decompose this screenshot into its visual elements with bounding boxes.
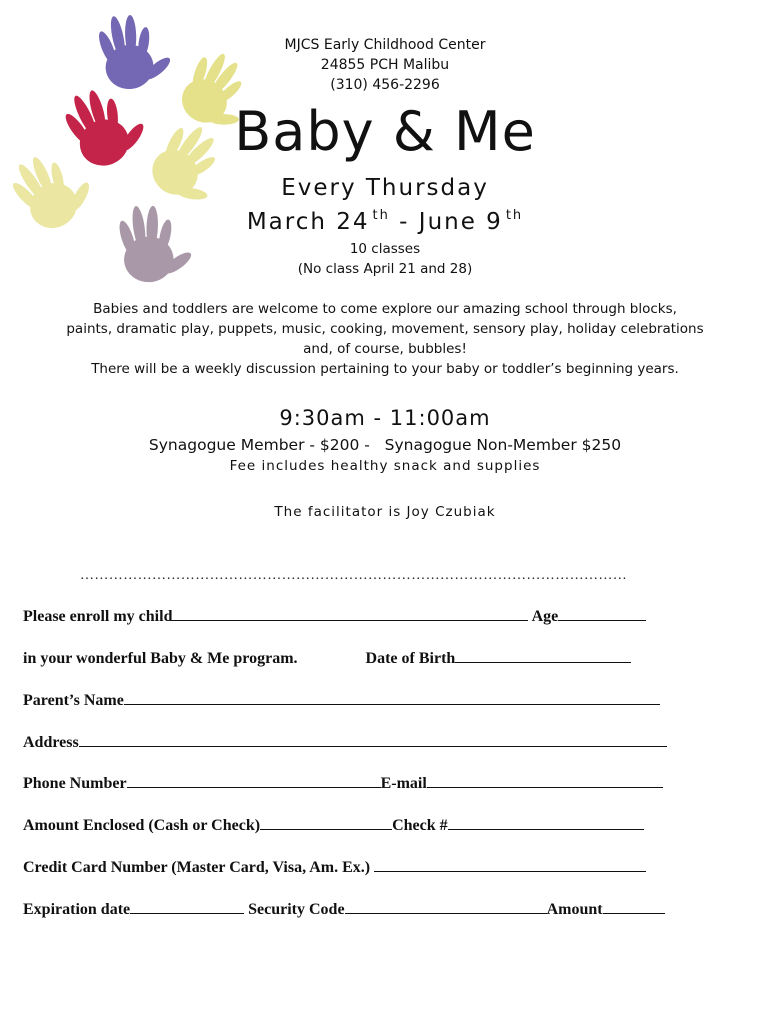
cut-line: …………………………………………………………………………………………………… (80, 568, 628, 583)
security-code-field[interactable] (345, 898, 547, 914)
facilitator-note: The facilitator is Joy Czubiak (274, 504, 496, 520)
email-label: E-mail (380, 775, 427, 792)
check-number-label: Check # (392, 817, 448, 834)
check-number-field[interactable] (448, 814, 644, 830)
class-count: 10 classes (349, 241, 421, 257)
form-row-parent (23, 689, 743, 710)
form-row-address (23, 731, 743, 752)
end-date: - June 9 (389, 209, 503, 235)
form-row-payment (23, 814, 743, 835)
dob-label: Date of Birth (365, 650, 456, 667)
form-row-program (23, 647, 743, 668)
date-of-birth-field[interactable] (455, 647, 631, 663)
center-info (0, 35, 770, 95)
class-info (0, 239, 770, 279)
fee-note: Fee includes healthy snack and supplies (229, 458, 541, 474)
class-time: 9:30am - 11:00am (279, 406, 491, 430)
amount-field[interactable] (603, 898, 665, 914)
address-field[interactable] (79, 731, 667, 747)
parent-name-field[interactable] (124, 689, 660, 705)
start-date-suffix: th (372, 208, 390, 223)
program-description (0, 299, 770, 379)
form-row-enroll (23, 605, 743, 626)
amount-enclosed-label: Amount Enclosed (Cash or Check) (23, 817, 261, 834)
start-date: March 24 (246, 209, 370, 235)
description-line: paints, dramatic play, puppets, music, cooking, movement, sensory play, holiday celebrations (66, 321, 704, 337)
center-address: 24855 PCH Malibu (320, 57, 450, 73)
phone-label: Phone Number (23, 775, 127, 792)
fee-schedule: Synagogue Member - $200 - Synagogue Non-Member $250 (148, 436, 622, 454)
age-label: Age (531, 608, 559, 625)
center-phone: (310) 456-2296 (330, 77, 440, 93)
security-code-label: Security Code (248, 901, 345, 918)
schedule-dates (0, 208, 770, 235)
program-label: in your wonderful Baby & Me program. (23, 650, 298, 667)
expiration-field[interactable] (130, 898, 244, 914)
address-label: Address (23, 734, 79, 751)
description-line: and, of course, bubbles! (303, 341, 467, 357)
enroll-label: Please enroll my child (23, 608, 173, 625)
expiration-label: Expiration date (23, 901, 131, 918)
parent-name-label: Parent’s Name (23, 692, 124, 709)
age-field[interactable] (558, 605, 646, 621)
amount-label: Amount (546, 901, 603, 918)
flyer-title: Baby & Me (234, 100, 536, 163)
class-exception: (No class April 21 and 28) (297, 261, 473, 277)
form-row-card-details (23, 898, 743, 919)
description-line: There will be a weekly discussion pertaining to your baby or toddler’s beginning years. (91, 361, 679, 377)
child-name-field[interactable] (172, 605, 528, 621)
end-date-suffix: th (505, 208, 524, 223)
form-row-credit-card (23, 856, 743, 877)
credit-card-field[interactable] (374, 856, 646, 872)
amount-enclosed-field[interactable] (260, 814, 392, 830)
phone-field[interactable] (127, 772, 381, 788)
credit-card-label: Credit Card Number (Master Card, Visa, Am. Ex.) (23, 859, 371, 876)
email-field[interactable] (427, 772, 663, 788)
description-line: Babies and toddlers are welcome to come explore our amazing school through blocks, (93, 301, 677, 317)
schedule-day: Every Thursday (281, 175, 489, 201)
form-row-contact (23, 772, 743, 793)
center-name: MJCS Early Childhood Center (284, 37, 486, 53)
